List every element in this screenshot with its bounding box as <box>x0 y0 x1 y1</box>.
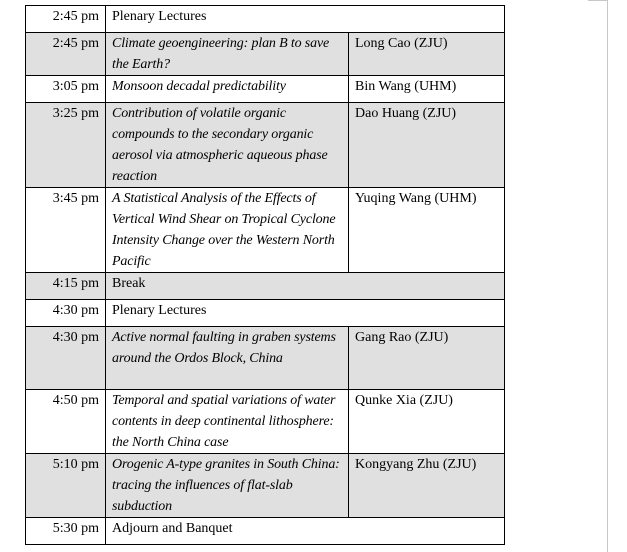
schedule-row-talk <box>26 103 505 188</box>
schedule-row-section <box>26 273 505 300</box>
talk-title: Orogenic A-type granites in South China: tracing the influences of flat-slab subduction <box>106 454 349 518</box>
section-label: Plenary Lectures <box>106 300 505 327</box>
schedule-row-talk <box>26 454 505 518</box>
talk-title: Climate geoengineering: plan B to save the Earth? <box>106 33 349 76</box>
time-cell: 5:10 pm <box>26 454 106 518</box>
speaker-cell: Kongyang Zhu (ZJU) <box>349 454 505 518</box>
time-cell: 3:25 pm <box>26 103 106 188</box>
talk-title: Contribution of volatile organic compounds to the secondary organic aerosol via atmospheric aqueous phase reaction <box>106 103 349 188</box>
schedule-row-section <box>26 300 505 327</box>
talk-title: Temporal and spatial variations of water contents in deep continental lithosphere: the North China case <box>106 390 349 454</box>
schedule-row-section <box>26 518 505 545</box>
schedule-table <box>25 5 505 545</box>
schedule-row-section <box>26 6 505 33</box>
talk-title: A Statistical Analysis of the Effects of Vertical Wind Shear on Tropical Cyclone Intensity Change over the Western North Pacific <box>106 188 349 273</box>
time-cell: 2:45 pm <box>26 6 106 33</box>
talk-title: Active normal faulting in graben systems around the Ordos Block, China <box>106 327 349 390</box>
speaker-cell: Qunke Xia (ZJU) <box>349 390 505 454</box>
section-label: Plenary Lectures <box>106 6 505 33</box>
speaker-cell: Yuqing Wang (UHM) <box>349 188 505 273</box>
time-cell: 2:45 pm <box>26 33 106 76</box>
schedule-row-talk <box>26 76 505 103</box>
talk-title: Monsoon decadal predictability <box>106 76 349 103</box>
speaker-cell: Dao Huang (ZJU) <box>349 103 505 188</box>
time-cell: 4:15 pm <box>26 273 106 300</box>
speaker-cell: Gang Rao (ZJU) <box>349 327 505 390</box>
time-cell: 5:30 pm <box>26 518 106 545</box>
time-cell: 3:05 pm <box>26 76 106 103</box>
schedule-row-talk <box>26 33 505 76</box>
speaker-cell: Long Cao (ZJU) <box>349 33 505 76</box>
schedule-row-talk <box>26 390 505 454</box>
schedule-row-talk <box>26 188 505 273</box>
time-cell: 3:45 pm <box>26 188 106 273</box>
speaker-cell: Bin Wang (UHM) <box>349 76 505 103</box>
schedule-row-talk <box>26 327 505 390</box>
page-edge-right <box>607 0 608 552</box>
time-cell: 4:50 pm <box>26 390 106 454</box>
section-label: Adjourn and Banquet <box>106 518 505 545</box>
page-edge-top <box>588 0 608 1</box>
time-cell: 4:30 pm <box>26 300 106 327</box>
time-cell: 4:30 pm <box>26 327 106 390</box>
section-label: Break <box>106 273 505 300</box>
